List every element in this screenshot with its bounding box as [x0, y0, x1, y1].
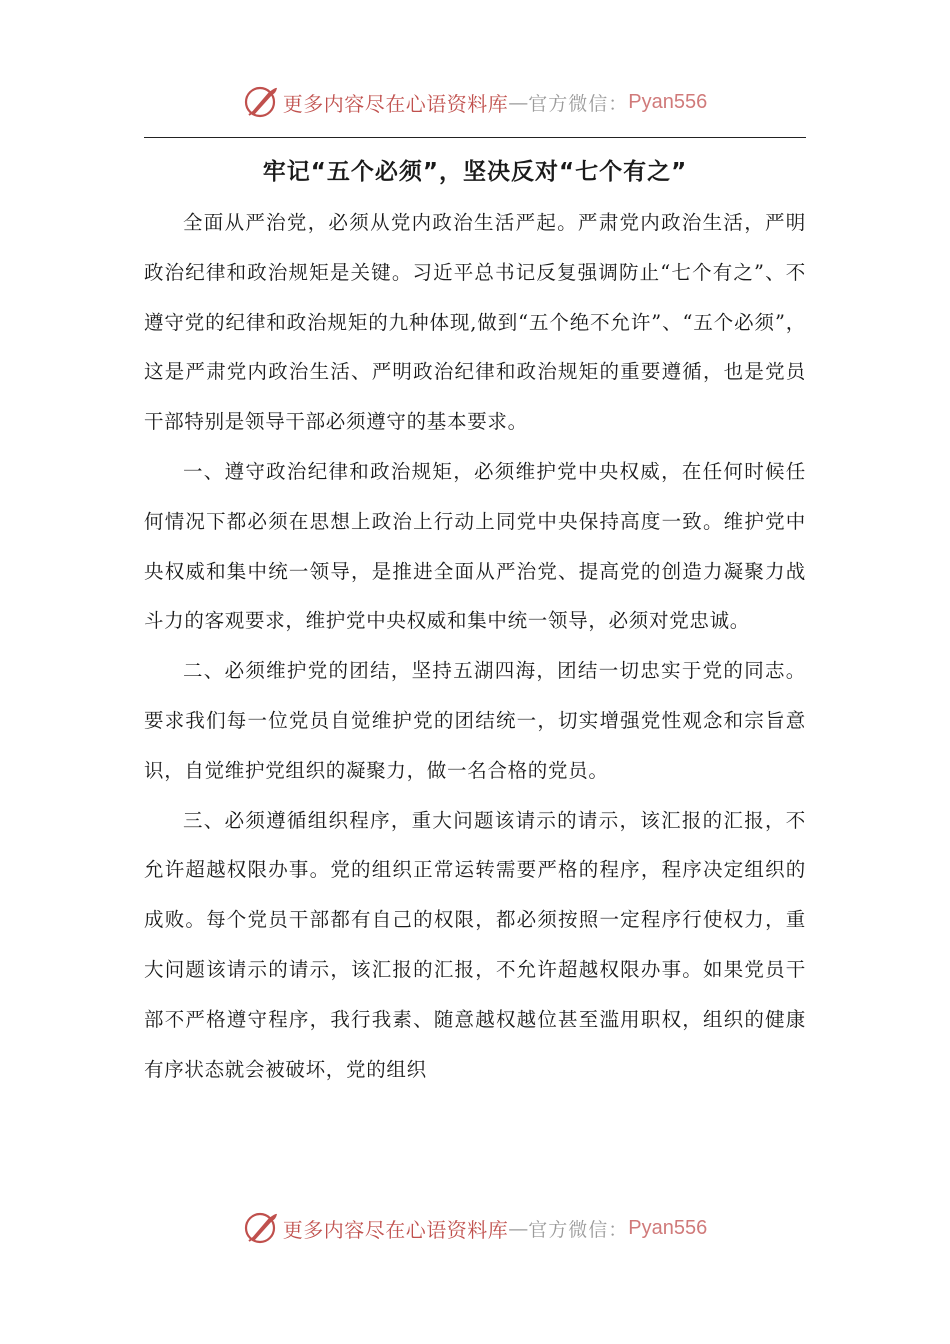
paragraph: 全面从严治党，必须从党内政治生活严起。严肃党内政治生活，严明政治纪律和政治规矩是关键。习近平总书记反复强调防止“七个有之”、不遵守党的纪律和政治规矩的九种体现,做到“五个绝不允许”、“五个必须”，这是严肃党内政治生活、严明政治纪律和政治规矩的重要遵循，也是党员干部特别是领导干部必须遵守的基本要求。: [144, 211, 806, 434]
watermark-side-text: 官方微信：: [528, 1218, 629, 1241]
paragraph: 二、必须维护党的团结，坚持五湖四海，团结一切忠实于党的同志。要求我们每一位党员自觉维护党的团结统一，切实增强党性观念和宗旨意识，自觉维护党组织的凝聚力，做一名合格的党员。: [144, 659, 806, 782]
watermark-wechat-id: Pyan556: [628, 1216, 708, 1239]
watermark-banner-bottom: [0, 1206, 950, 1250]
watermark-separator: —: [508, 90, 529, 114]
document-body: [144, 198, 806, 1094]
paragraph: 三、必须遵循组织程序，重大问题该请示的请示，该汇报的汇报，不允许超越权限办事。党的组织正常运转需要严格的程序，程序决定组织的成败。每个党员干部都有自己的权限，都必须按照一定程序行使权力，重大问题该请示的请示，该汇报的汇报，不允许超越权限办事。如果党员干部不严格遵守程序，我行我素、随意越权越位甚至滥用职权，组织的健康有序状态就会被破坏，党的组织: [144, 808, 806, 1081]
document-title: 牢记“五个必须”，坚决反对“七个有之”: [262, 159, 688, 185]
watermark-banner-top: [0, 80, 950, 124]
header-divider: [144, 137, 806, 138]
quill-logo-icon: [243, 84, 279, 120]
paragraph: 一、遵守政治纪律和政治规矩，必须维护党中央权威，在任何时候任何情况下都必须在思想上政治上行动上同党中央保持高度一致。维护党中央权威和集中统一领导，是推进全面从严治党、提高党的创造力凝聚力战斗力的客观要求，维护党中央权威和集中统一领导，必须对党忠诚。: [144, 459, 806, 633]
watermark-main-text: 更多内容尽在心语资料库: [282, 91, 509, 116]
watermark-main-text: 更多内容尽在心语资料库: [282, 1217, 509, 1242]
watermark-separator: —: [508, 1216, 529, 1240]
quill-logo-icon: [243, 1210, 279, 1246]
watermark-side-text: 官方微信：: [528, 92, 629, 115]
watermark-wechat-id: Pyan556: [628, 90, 708, 113]
